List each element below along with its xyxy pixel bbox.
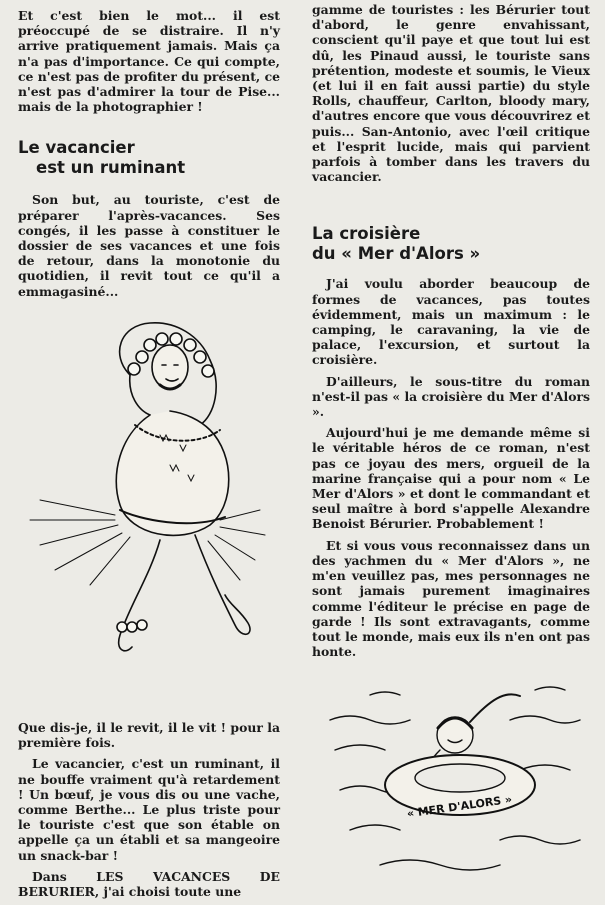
- section-heading-croisiere: La croisière du « Mer d'Alors »: [312, 224, 481, 264]
- left-column: [18, 8, 280, 305]
- section-heading-ruminant: Le vacancier est un ruminant: [18, 138, 186, 178]
- right-column: [312, 2, 590, 665]
- lifebuoy-swimmer-illustration: [320, 660, 590, 890]
- paragraph-vacances-berurier: Dans LES VACANCES DE BERURIER, j'ai choisi toute une: [18, 868, 280, 900]
- paragraph-que-dis-je: Que dis-je, il le revit, il le vit ! pour la première fois.: [18, 720, 280, 751]
- paragraph-ruminant: Le vacancier, c'est un ruminant, il ne bouffe vraiment qu'à retardement ! Un bœuf, je vous dis ou une vache, comme Berthe... Le plus triste pour le touriste c'est que son étable on appelle ça un établi et sa mangeoire un snack-bar !: [18, 756, 280, 863]
- left-column-bottom: [18, 720, 280, 905]
- intro-paragraph: Et c'est bien le mot... il est préoccupé de se distraire. Il n'y arrive pratiquement jamais. Mais ça n'a pas d'importance. Ce qui compte, ce n'est pas de profiter du présent, ce n'est pas d'admirer la tour de Pise... mais de la photographier !: [18, 8, 280, 115]
- paragraph-but-touriste: Son but, au touriste, c'est de préparer l'après-vacances. Ses congés, il les passe à constituer le dossier de ses vacances et une fois de retour, dans la monotonie du quotidien, il revit tout ce qu'il a emmagasiné...: [18, 192, 280, 299]
- paragraph-heros: Aujourd'hui je me demande même si le véritable héros de ce roman, n'est pas ce joyau des mers, orgueil de la marine française qui a pour nom « Le Mer d'Alors » et dont le commandant et seul maître à bord s'appelle Alexandre Benoist Bérurier. Probablement !: [312, 425, 590, 532]
- paragraph-yachtmen: Et si vous vous reconnaissez dans un des yachmen du « Mer d'Alors », ne m'en veuillez pas, mes personnages ne sont jamais purement imaginaires comme l'éditeur le précise en page de garde ! Ils sont extravagants, comme tout le monde, mais eux ils n'en ont pas honte.: [312, 537, 590, 660]
- lifebuoy-label: « MER D'ALORS »: [406, 792, 513, 821]
- hula-dancer-illustration: [10, 305, 280, 705]
- paragraph-gamme-touristes: gamme de touristes : les Bérurier tout d'abord, le genre envahissant, conscient qu'il paye et que tout lui est dû, les Pinaud aussi, le touriste sans prétention, modeste et soumis, le Vieux (et lui il en fait aussi partie) du style Rolls, chauffeur, Carlton, bloody mary, d'autres encore que vous découvrirez et puis... San-Antonio, avec l'œil critique et l'esprit lucide, mais qui parvient parfois à tomber dans les travers du vacancier.: [312, 2, 590, 185]
- paragraph-sous-titre: D'ailleurs, le sous-titre du roman n'est-il pas « la croisière du Mer d'Alors ».: [312, 373, 590, 420]
- paragraph-formes-vacances: J'ai voulu aborder beaucoup de formes de vacances, pas toutes évidemment, mais un maximum : le camping, le caravaning, la vie de palace, l'excursion, et surtout la croisière.: [312, 276, 590, 368]
